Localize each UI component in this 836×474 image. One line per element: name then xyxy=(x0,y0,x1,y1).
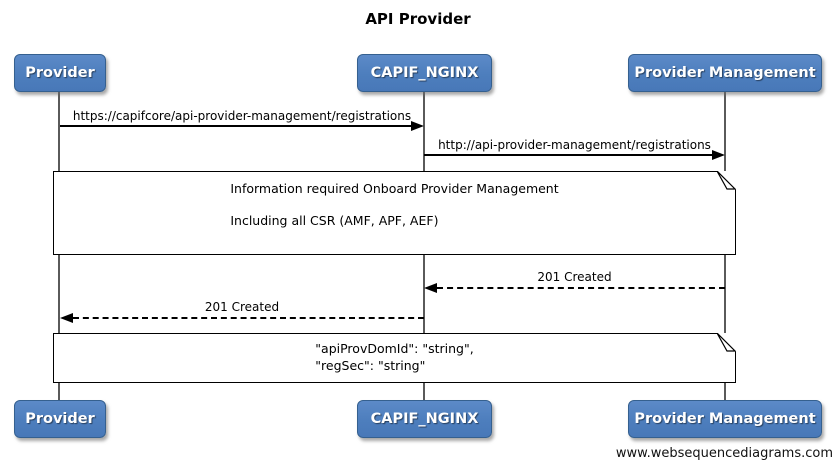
actor-label: CAPIF_NGINX xyxy=(370,65,479,81)
note-fold-icon xyxy=(717,171,736,190)
message-label-201-created-pm: 201 Created xyxy=(537,270,612,284)
arrowhead-left-icon xyxy=(424,283,437,293)
actor-box-provider-management-top xyxy=(628,54,822,92)
websequencediagrams-watermark: www.websequencediagrams.com xyxy=(615,446,833,461)
actor-box-capif-nginx-bottom xyxy=(357,400,492,438)
actor-label: Provider Management xyxy=(634,65,816,81)
note-line: Information required Onboard Provider Management xyxy=(230,181,559,196)
diagram-title: API Provider xyxy=(365,10,471,28)
message-line-201-created-capif xyxy=(73,317,424,319)
note-line: Including all CSR (AMF, APF, AEF) xyxy=(230,213,439,228)
arrowhead-right-icon xyxy=(712,150,725,160)
message-label-registrations-https: https://capifcore/api-provider-management/registrations xyxy=(72,109,412,123)
actor-label: Provider xyxy=(25,411,95,427)
actor-box-provider-management-bottom xyxy=(628,400,822,438)
note-onboard-info xyxy=(53,171,736,255)
arrowhead-left-icon xyxy=(60,313,73,323)
message-label-201-created-capif: 201 Created xyxy=(204,300,280,314)
message-line-registrations-https xyxy=(60,125,411,127)
message-label-registrations-http: http://api-provider-management/registrations xyxy=(438,138,711,152)
actor-label: CAPIF_NGINX xyxy=(370,411,479,427)
note-line: "apiProvDomId": "string", xyxy=(315,341,474,356)
note-fold-icon xyxy=(717,333,736,352)
actor-box-provider-bottom xyxy=(14,400,106,438)
message-line-registrations-http xyxy=(424,154,712,156)
arrowhead-right-icon xyxy=(411,121,424,131)
actor-box-capif-nginx-top xyxy=(357,54,492,92)
actor-box-provider-top xyxy=(14,54,106,92)
message-line-201-created-pm xyxy=(437,287,725,289)
note-line: "regSec": "string" xyxy=(315,358,426,373)
note-response-body xyxy=(53,333,736,383)
actor-label: Provider Management xyxy=(634,411,816,427)
actor-label: Provider xyxy=(25,65,95,81)
